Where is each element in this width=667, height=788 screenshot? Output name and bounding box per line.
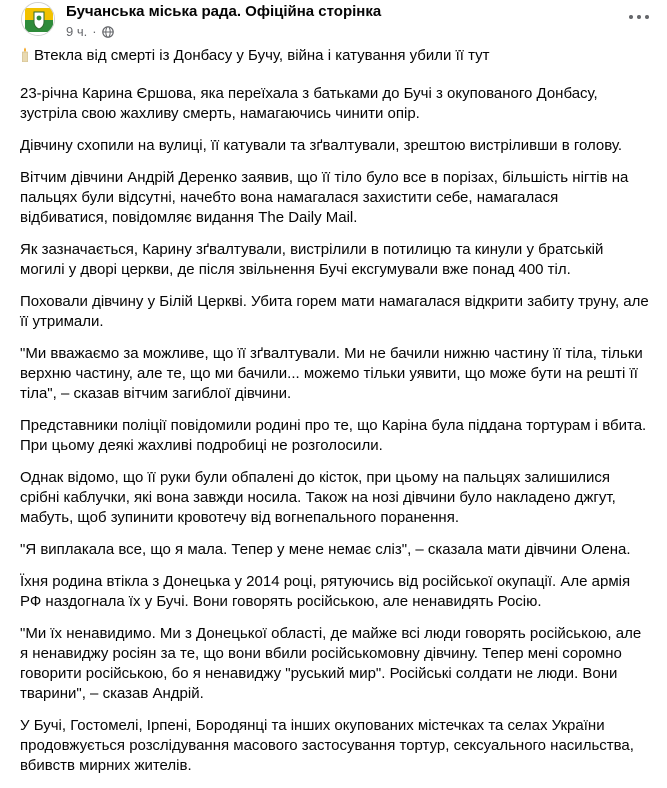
post-paragraph: 23-річна Карина Єршова, яка переїхала з батьками до Бучі з окупованого Донбасу, зустріла свою жахливу смерть, намагаючись чинити опір. bbox=[20, 85, 598, 122]
post-paragraph: "Я виплакала все, що я мала. Тепер у мене немає сліз", – сказала мати дівчини Олена. bbox=[20, 541, 631, 558]
more-options-icon[interactable] bbox=[625, 6, 653, 28]
candle-icon bbox=[20, 47, 30, 62]
page-avatar[interactable] bbox=[21, 2, 55, 36]
post-paragraph: Їхня родина втікла з Донецька у 2014 році, рятуючись від російської окупації. Але армія РФ наздогнала їх у Бучі. Вони говорять російською, але ненавидять Росію. bbox=[20, 573, 631, 610]
post-paragraph: Поховали дівчину у Білій Церкві. Убита горем мати намагалася відкрити забиту труну, але її утримали. bbox=[20, 293, 649, 330]
coat-of-arms-icon bbox=[22, 3, 55, 36]
post-paragraph: Вітчим дівчини Андрій Деренко заявив, що її тіло було все в порізах, більшість нігтів на пальцях були відсутні, начебто вона намагалася захистити себе, намагалася відбиватися, повідомляє видання The Daily Mail. bbox=[20, 169, 629, 226]
post-paragraph: "Ми вважаємо за можливе, що її зґвалтували. Ми не бачили нижню частину її тіла, тільки верхню частину, але те, що ми бачили... можемо тільки уявити, що може бути на решті її тіла", – сказав вітчим загиблої дівчини. bbox=[20, 345, 643, 402]
post-paragraph: Дівчину схопили на вулиці, її катували та зґвалтували, зрештою вистріливши в голову. bbox=[20, 137, 623, 154]
post-paragraph: Як зазначається, Карину зґвалтували, вистрілили в потилицю та кинули у братській могилі у дворі церкви, де після звільнення Бучі ексгумували вже понад 400 тіл. bbox=[20, 241, 604, 278]
post-text bbox=[20, 46, 650, 788]
post-headline bbox=[20, 46, 650, 66]
post-header bbox=[20, 0, 667, 48]
meta-separator: · bbox=[92, 24, 97, 39]
page-name-link[interactable]: Бучанська міська рада. Офіційна сторінка bbox=[66, 3, 382, 20]
post-meta bbox=[66, 24, 114, 39]
globe-icon[interactable] bbox=[102, 26, 114, 38]
post-paragraph: У Бучі, Гостомелі, Ірпені, Бородянці та інших окупованих містечках та селах України продовжується розслідування масового застосування тортур, сексуального насильства, вбивств мирних жителів. bbox=[20, 717, 634, 774]
post-paragraph: Однак відомо, що її руки були обпалені до кісток, при цьому на пальцях залишилися срібні каблучки, які вона завжди носила. Також на нозі дівчини було накладено джгут, мабуть, щоб зупинити кровотечу від вогнепального поранення. bbox=[20, 469, 616, 526]
post-paragraph: Представники поліції повідомили родині про те, що Каріна була піддана тортурам і вбита. При цьому деякі жахливі подробиці не розголосили. bbox=[20, 417, 647, 454]
post-time[interactable]: 9 ч. bbox=[66, 24, 88, 39]
headline-text: Втекла від смерті із Донбасу у Бучу, війна і катування убили її тут bbox=[34, 47, 490, 64]
post-paragraph: "Ми їх ненавидимо. Ми з Донецької області, де майже всі люди говорять російською, але я ненавиджу росіян за те, що вони вбили російськомовну дівчину. Тепер мені соромно говорити російською, бо я ненавиджу "руський мир". Російські солдати не люди. Вони тварини", – сказав Андрій. bbox=[20, 625, 642, 702]
